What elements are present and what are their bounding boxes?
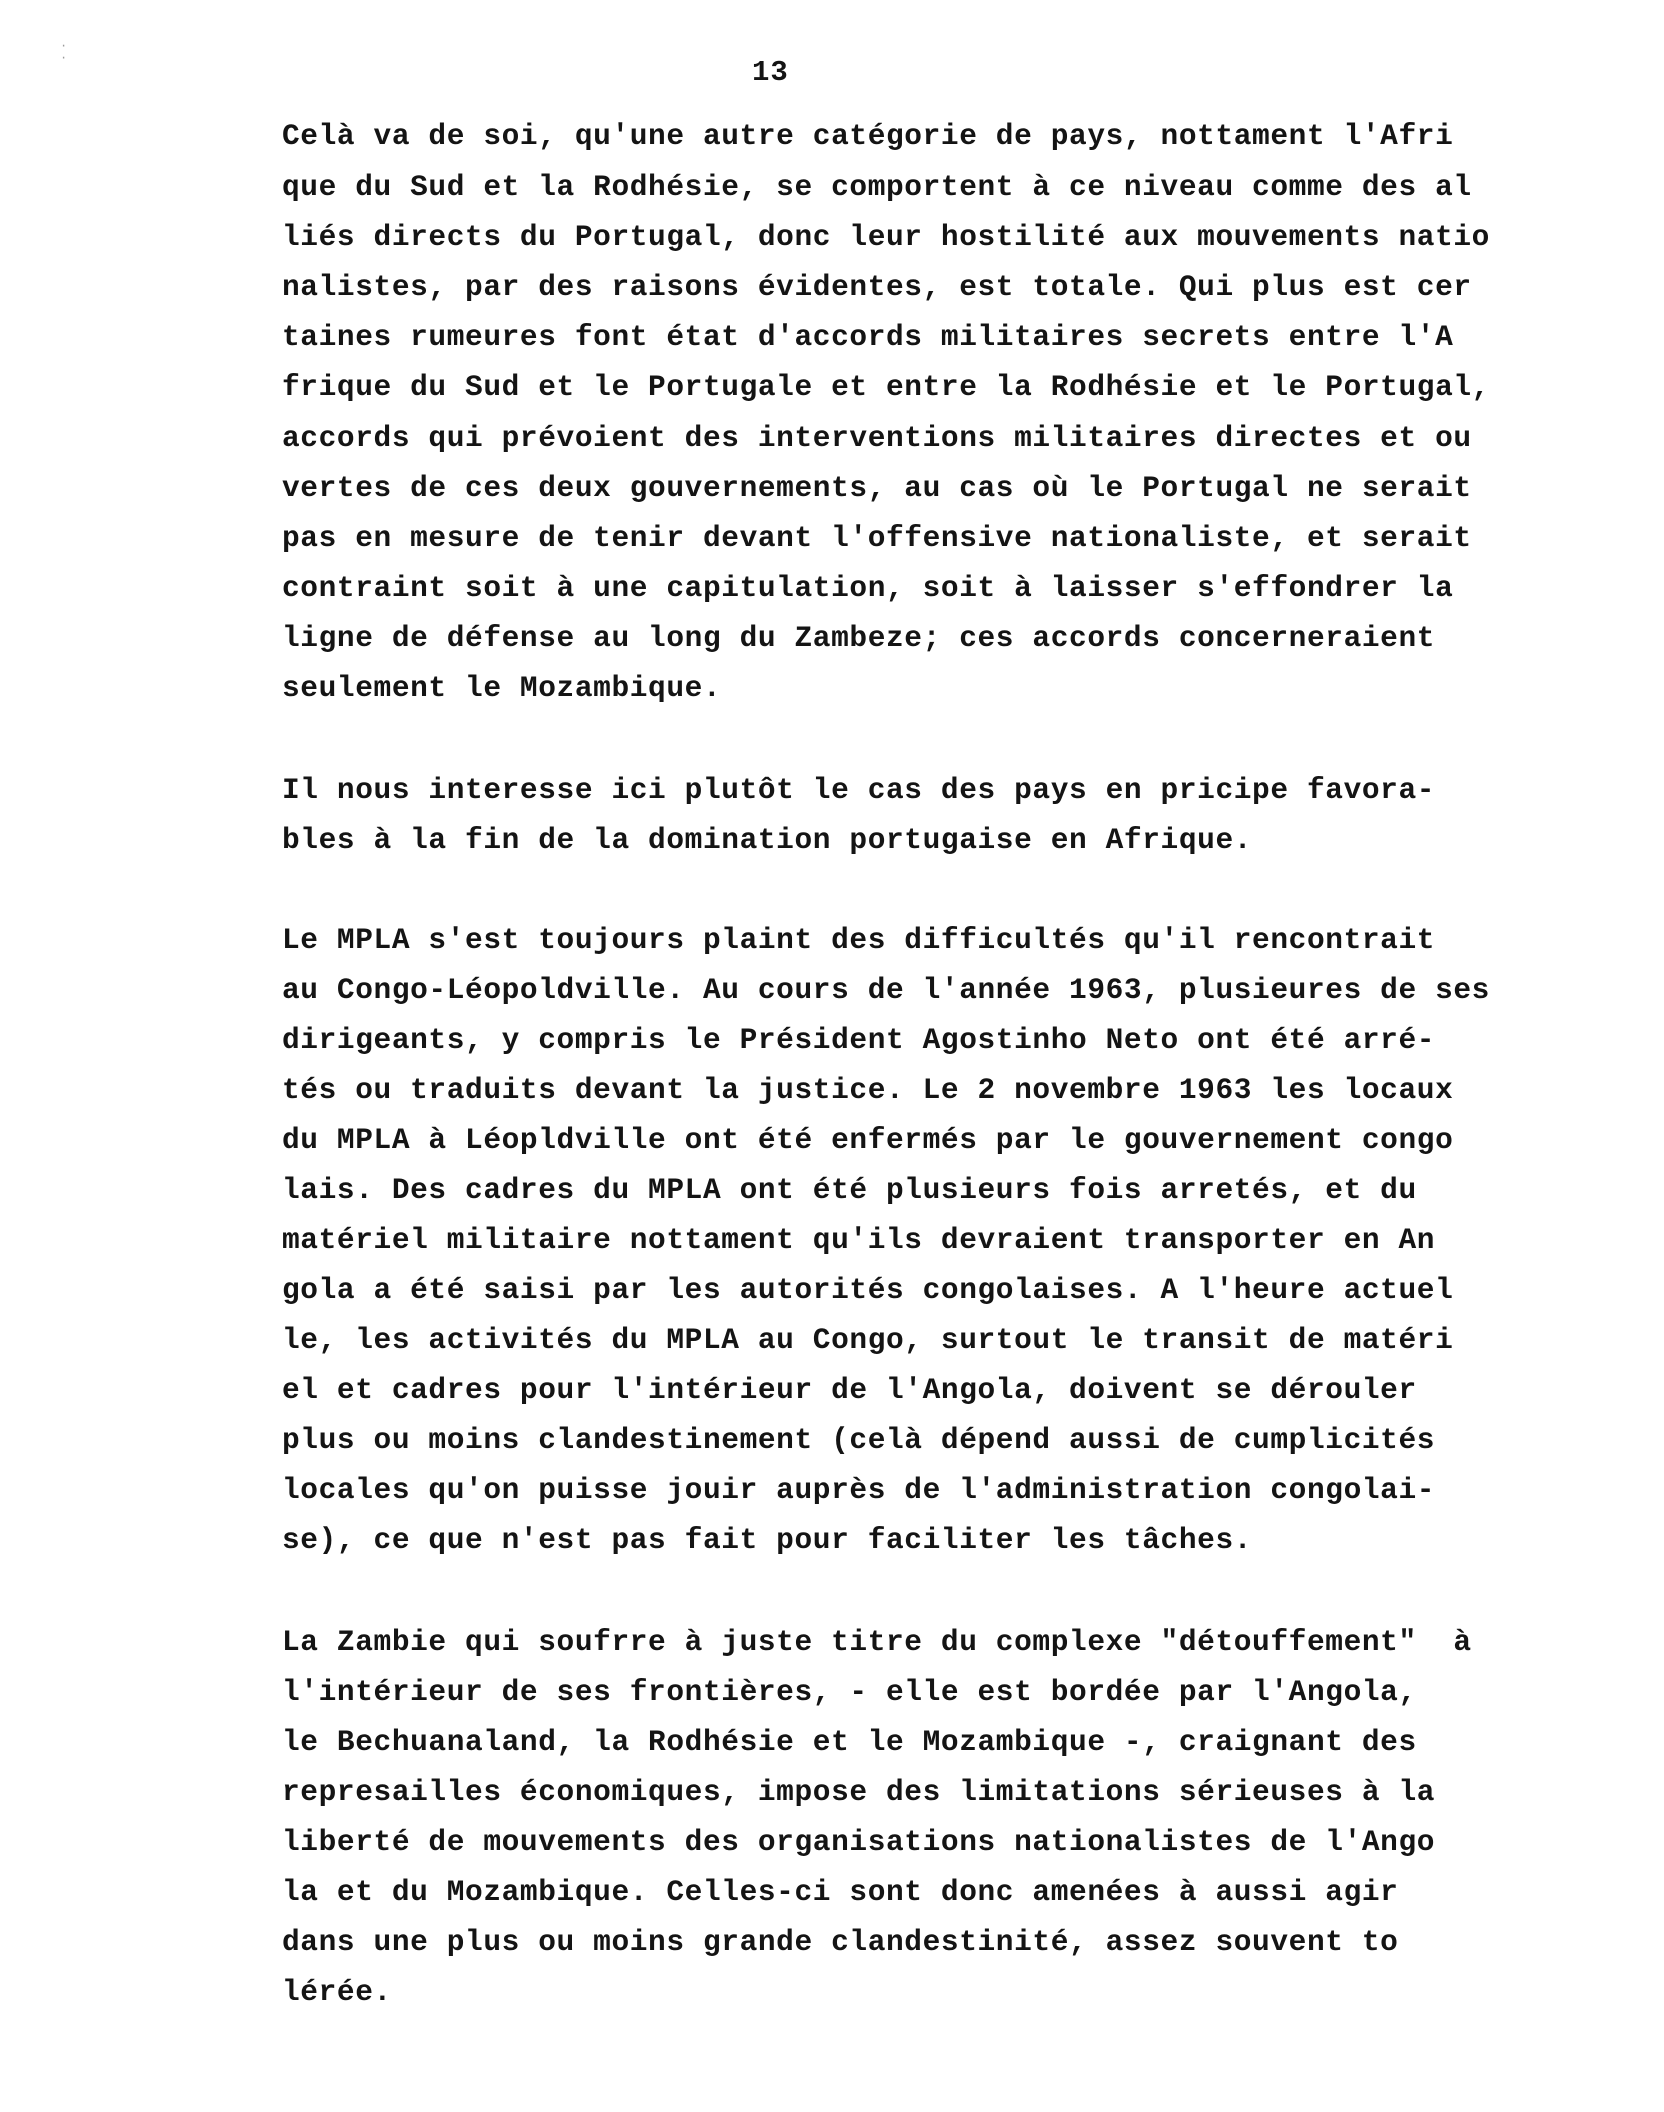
text-line: Il nous interesse ici plutôt le cas des pays en pricipe favora- bbox=[282, 773, 1436, 807]
text-line: seulement le Mozambique. bbox=[282, 671, 722, 705]
text-line: frique du Sud et le Portugale et entre la Rodhésie et le Portugal, bbox=[282, 370, 1490, 404]
text-line: l'intérieur de ses frontières, - elle est bordée par l'Angola, bbox=[282, 1675, 1417, 1709]
text-line: le, les activités du MPLA au Congo, surtout le transit de matéri bbox=[282, 1323, 1454, 1357]
text-line: du MPLA à Léopldville ont été enfermés par le gouvernement congo bbox=[282, 1123, 1454, 1157]
text-line: liberté de mouvements des organisations nationalistes de l'Ango bbox=[282, 1825, 1436, 1859]
page-number: 13 bbox=[752, 56, 789, 89]
text-line: liés directs du Portugal, donc leur hostilité aux mouvements natio bbox=[282, 220, 1490, 254]
text-line: La Zambie qui soufrre à juste titre du complexe "détouffement" à bbox=[282, 1625, 1472, 1659]
text-line: Celà va de soi, qu'une autre catégorie de pays, nottament l'Afri bbox=[282, 119, 1454, 153]
text-line: la et du Mozambique. Celles-ci sont donc amenées à aussi agir bbox=[282, 1875, 1399, 1909]
text-line: bles à la fin de la domination portugaise en Afrique. bbox=[282, 823, 1253, 857]
text-line: dirigeants, y compris le Président Agostinho Neto ont été arré- bbox=[282, 1023, 1436, 1057]
text-line: se), ce que n'est pas fait pour faciliter les tâches. bbox=[282, 1523, 1253, 1557]
scan-specks: · · bbox=[60, 39, 68, 65]
text-line: represailles économiques, impose des limitations sérieuses à la bbox=[282, 1775, 1436, 1809]
text-line: gola a été saisi par les autorités congolaises. A l'heure actuel bbox=[282, 1273, 1454, 1307]
text-line: Le MPLA s'est toujours plaint des difficultés qu'il rencontrait bbox=[282, 923, 1436, 957]
text-line: au Congo-Léopoldville. Au cours de l'année 1963, plusieures de ses bbox=[282, 973, 1490, 1007]
text-line: matériel militaire nottament qu'ils devraient transporter en An bbox=[282, 1223, 1436, 1257]
text-line: ligne de défense au long du Zambeze; ces accords concerneraient bbox=[282, 621, 1436, 655]
text-line: taines rumeures font état d'accords militaires secrets entre l'A bbox=[282, 320, 1454, 354]
text-line: locales qu'on puisse jouir auprès de l'administration congolai- bbox=[282, 1473, 1436, 1507]
text-line: el et cadres pour l'intérieur de l'Angola, doivent se dérouler bbox=[282, 1373, 1417, 1407]
text-line: accords qui prévoient des interventions militaires directes et ou bbox=[282, 421, 1472, 455]
text-line: nalistes, par des raisons évidentes, est totale. Qui plus est cer bbox=[282, 270, 1472, 304]
text-line: pas en mesure de tenir devant l'offensive nationaliste, et serait bbox=[282, 521, 1472, 555]
text-line: vertes de ces deux gouvernements, au cas où le Portugal ne serait bbox=[282, 471, 1472, 505]
text-line: que du Sud et la Rodhésie, se comportent à ce niveau comme des al bbox=[282, 170, 1472, 204]
text-line: plus ou moins clandestinement (celà dépend aussi de cumplicités bbox=[282, 1423, 1436, 1457]
text-line: le Bechuanaland, la Rodhésie et le Mozambique -, craignant des bbox=[282, 1725, 1417, 1759]
text-line: lais. Des cadres du MPLA ont été plusieurs fois arretés, et du bbox=[282, 1173, 1417, 1207]
text-line: dans une plus ou moins grande clandestinité, assez souvent to bbox=[282, 1925, 1399, 1959]
text-line: lérée. bbox=[282, 1975, 392, 2009]
text-line: tés ou traduits devant la justice. Le 2 novembre 1963 les locaux bbox=[282, 1073, 1454, 1107]
text-line: contraint soit à une capitulation, soit à laisser s'effondrer la bbox=[282, 571, 1454, 605]
